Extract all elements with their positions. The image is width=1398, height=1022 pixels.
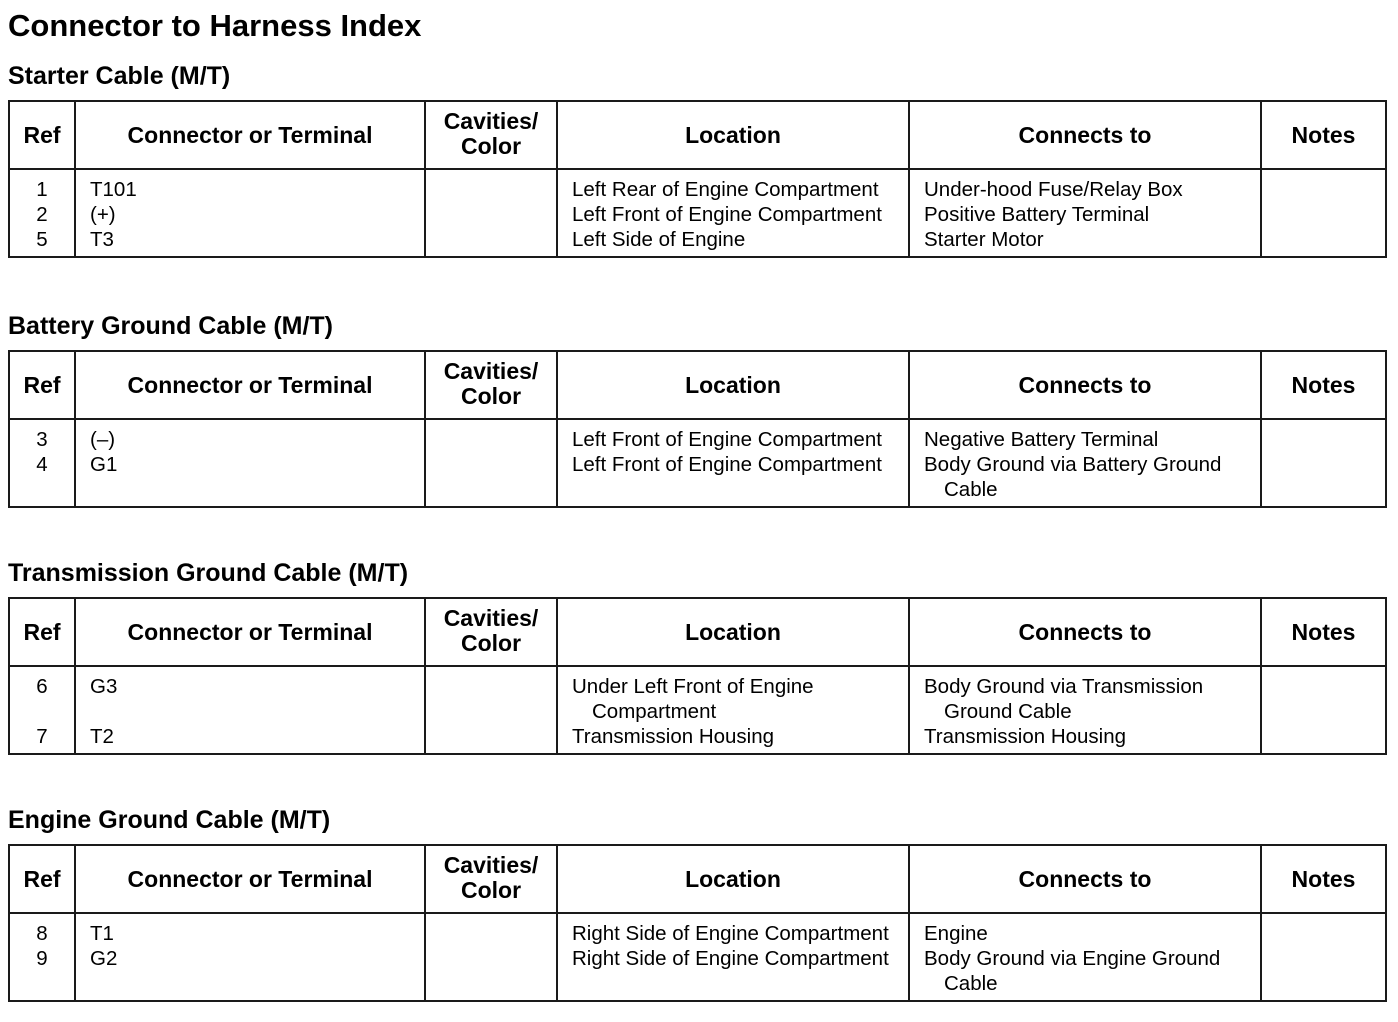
section-title: Engine Ground Cable (M/T) [8, 806, 331, 834]
cell-notes [1261, 452, 1386, 502]
table-spacer [9, 996, 1386, 1001]
header-notes: Notes [1261, 845, 1386, 913]
header-location: Location [557, 351, 909, 419]
table-row [9, 427, 1386, 452]
cell-notes [1261, 946, 1386, 996]
cell-location [557, 946, 909, 996]
connector-table [8, 844, 1387, 1002]
cell-connector: G1 [75, 452, 425, 502]
cell-notes [1261, 724, 1386, 749]
cell-location-line: Left Side of Engine [572, 228, 746, 251]
cell-connector: G3 [75, 674, 425, 724]
cell-connects [909, 202, 1261, 227]
cell-connects-line: Engine [924, 922, 988, 945]
cell-cavities [425, 202, 557, 227]
harness-section [8, 62, 1385, 258]
cell-connects-line: Negative Battery Terminal [924, 428, 1159, 451]
cell-location-line: Right Side of Engine Compartment [572, 947, 889, 970]
cell-ref: 4 [9, 452, 75, 502]
cell-connects [909, 177, 1261, 202]
section-title: Transmission Ground Cable (M/T) [8, 559, 409, 587]
cell-location-line: Transmission Housing [572, 725, 775, 748]
header-notes: Notes [1261, 351, 1386, 419]
cell-ref: 8 [9, 921, 75, 946]
header-ref: Ref [9, 101, 75, 169]
header-connects: Connects to [909, 351, 1261, 419]
cell-cavities [425, 674, 557, 724]
table-header-row [9, 101, 1386, 169]
header-cavities-line2: Color [460, 133, 522, 159]
table-row [9, 177, 1386, 202]
header-cavities-line2: Color [460, 630, 522, 656]
section-title: Battery Ground Cable (M/T) [8, 312, 334, 340]
header-cavities-line2: Color [460, 877, 522, 903]
table-spacer [9, 419, 1386, 427]
header-notes: Notes [1261, 598, 1386, 666]
header-connects: Connects to [909, 598, 1261, 666]
header-location: Location [557, 845, 909, 913]
cell-connects-line: Body Ground via Battery Ground [924, 453, 1222, 476]
cell-ref: 6 [9, 674, 75, 724]
page-title: Connector to Harness Index [8, 8, 422, 43]
cell-connects-line: Positive Battery Terminal [924, 203, 1150, 226]
cell-notes [1261, 177, 1386, 202]
cell-connects-line: Under-hood Fuse/Relay Box [924, 178, 1183, 201]
cell-connector: T2 [75, 724, 425, 749]
cell-connects [909, 227, 1261, 252]
cell-notes [1261, 674, 1386, 724]
header-cavities-line1: Cavities/ [443, 852, 539, 878]
cell-location [557, 674, 909, 724]
cell-notes [1261, 227, 1386, 252]
cell-location [557, 452, 909, 502]
header-connector: Connector or Terminal [75, 845, 425, 913]
table-row [9, 674, 1386, 724]
cell-cavities [425, 427, 557, 452]
table-header-row [9, 598, 1386, 666]
header-cavities-line1: Cavities/ [443, 605, 539, 631]
cell-connects-line: Transmission Housing [924, 725, 1127, 748]
cell-cavities [425, 724, 557, 749]
cell-connects-line: Body Ground via Engine Ground [924, 947, 1221, 970]
cell-connects [909, 946, 1261, 996]
cell-location [557, 177, 909, 202]
header-connector: Connector or Terminal [75, 351, 425, 419]
cell-connector: T3 [75, 227, 425, 252]
connector-table [8, 597, 1387, 755]
header-cavities-line2: Color [460, 383, 522, 409]
table-spacer [9, 749, 1386, 754]
cell-cavities [425, 452, 557, 502]
harness-section [8, 312, 1385, 508]
table-row [9, 921, 1386, 946]
header-cavities [425, 101, 557, 169]
header-connects: Connects to [909, 101, 1261, 169]
cell-notes [1261, 921, 1386, 946]
table-row [9, 946, 1386, 996]
connector-table [8, 350, 1387, 508]
cell-cavities [425, 946, 557, 996]
cell-location [557, 227, 909, 252]
cell-cavities [425, 177, 557, 202]
cell-location [557, 724, 909, 749]
cell-cavities [425, 921, 557, 946]
header-cavities [425, 845, 557, 913]
section-title: Starter Cable (M/T) [8, 62, 231, 90]
header-ref: Ref [9, 351, 75, 419]
cell-connector: (–) [75, 427, 425, 452]
cell-location [557, 202, 909, 227]
cell-ref: 9 [9, 946, 75, 996]
cell-connects [909, 427, 1261, 452]
header-connector: Connector or Terminal [75, 598, 425, 666]
header-cavities [425, 351, 557, 419]
header-location: Location [557, 598, 909, 666]
header-notes: Notes [1261, 101, 1386, 169]
cell-notes [1261, 202, 1386, 227]
header-connects: Connects to [909, 845, 1261, 913]
header-connector: Connector or Terminal [75, 101, 425, 169]
cell-ref: 7 [9, 724, 75, 749]
table-spacer [9, 169, 1386, 177]
table-row [9, 227, 1386, 252]
table-row [9, 452, 1386, 502]
cell-connects-line: Ground Cable [944, 700, 1072, 723]
header-cavities-line1: Cavities/ [443, 358, 539, 384]
cell-location-line: Right Side of Engine Compartment [572, 922, 889, 945]
cell-notes [1261, 427, 1386, 452]
header-cavities [425, 598, 557, 666]
connector-table [8, 100, 1387, 258]
cell-connector: (+) [75, 202, 425, 227]
cell-connector: T1 [75, 921, 425, 946]
table-row [9, 202, 1386, 227]
table-spacer [9, 252, 1386, 257]
cell-connects [909, 452, 1261, 502]
table-spacer [9, 666, 1386, 674]
cell-connects [909, 674, 1261, 724]
cell-cavities [425, 227, 557, 252]
cell-connects-line: Starter Motor [924, 228, 1044, 251]
cell-location [557, 427, 909, 452]
cell-location-line: Under Left Front of Engine [572, 675, 814, 698]
cell-ref: 5 [9, 227, 75, 252]
cell-connects-line: Cable [944, 972, 998, 995]
header-cavities-line1: Cavities/ [443, 108, 539, 134]
cell-connects-line: Body Ground via Transmission [924, 675, 1204, 698]
harness-section [8, 806, 1385, 1002]
cell-ref: 3 [9, 427, 75, 452]
cell-connects [909, 921, 1261, 946]
cell-location-line: Left Front of Engine Compartment [572, 453, 882, 476]
table-row [9, 724, 1386, 749]
header-ref: Ref [9, 598, 75, 666]
cell-location-line: Left Rear of Engine Compartment [572, 178, 879, 201]
cell-connector: T101 [75, 177, 425, 202]
cell-connector: G2 [75, 946, 425, 996]
table-spacer [9, 913, 1386, 921]
table-header-row [9, 845, 1386, 913]
cell-location-line: Left Front of Engine Compartment [572, 203, 882, 226]
cell-location [557, 921, 909, 946]
header-ref: Ref [9, 845, 75, 913]
header-location: Location [557, 101, 909, 169]
cell-location-line: Left Front of Engine Compartment [572, 428, 882, 451]
table-spacer [9, 502, 1386, 507]
cell-ref: 2 [9, 202, 75, 227]
harness-section [8, 559, 1385, 755]
cell-location-line: Compartment [592, 700, 717, 723]
cell-connects [909, 724, 1261, 749]
cell-connects-line: Cable [944, 478, 998, 501]
cell-ref: 1 [9, 177, 75, 202]
table-header-row [9, 351, 1386, 419]
